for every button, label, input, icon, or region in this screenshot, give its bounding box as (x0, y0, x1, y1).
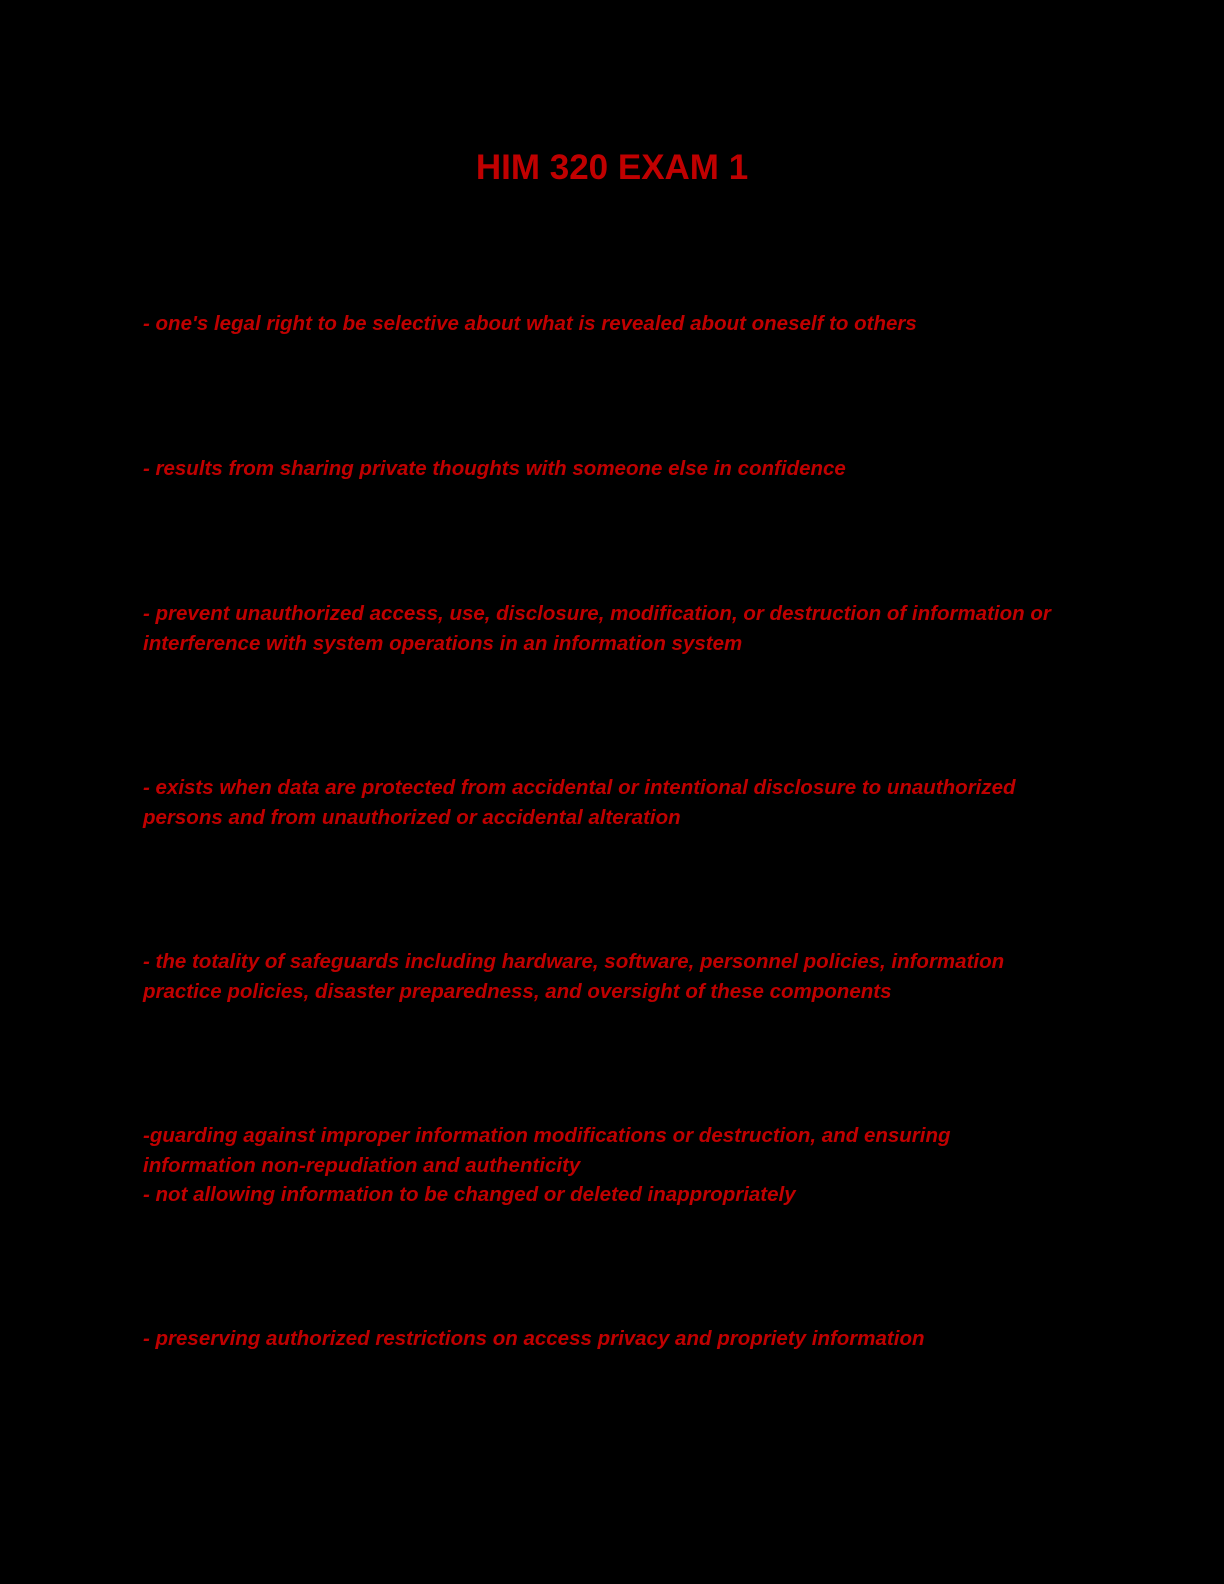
definition-entry: - preserving authorized restrictions on access privacy and propriety information (143, 1327, 925, 1350)
document-title: HIM 320 EXAM 1 (475, 148, 749, 187)
definition-entry: - the totality of safeguards including hardware, software, personnel policies, information practice policies, disaster preparedness, and oversight of these components (143, 950, 1005, 1003)
definition-entry: -guarding against improper information modifications or destruction, and ensuring information non-repudiation and authenticity - not allowing information to be changed or deleted inappropriately (143, 1124, 951, 1206)
definition-entry: - results from sharing private thoughts with someone else in confidence (143, 457, 846, 480)
definition-entry: - prevent unauthorized access, use, disclosure, modification, or destruction of information or interference with system operations in an information system (143, 602, 1051, 655)
definition-entry: - one's legal right to be selective about what is revealed about oneself to others (143, 312, 917, 335)
definition-entry: - exists when data are protected from accidental or intentional disclosure to unauthorized persons and from unauthorized or accidental alteration (143, 776, 1016, 829)
